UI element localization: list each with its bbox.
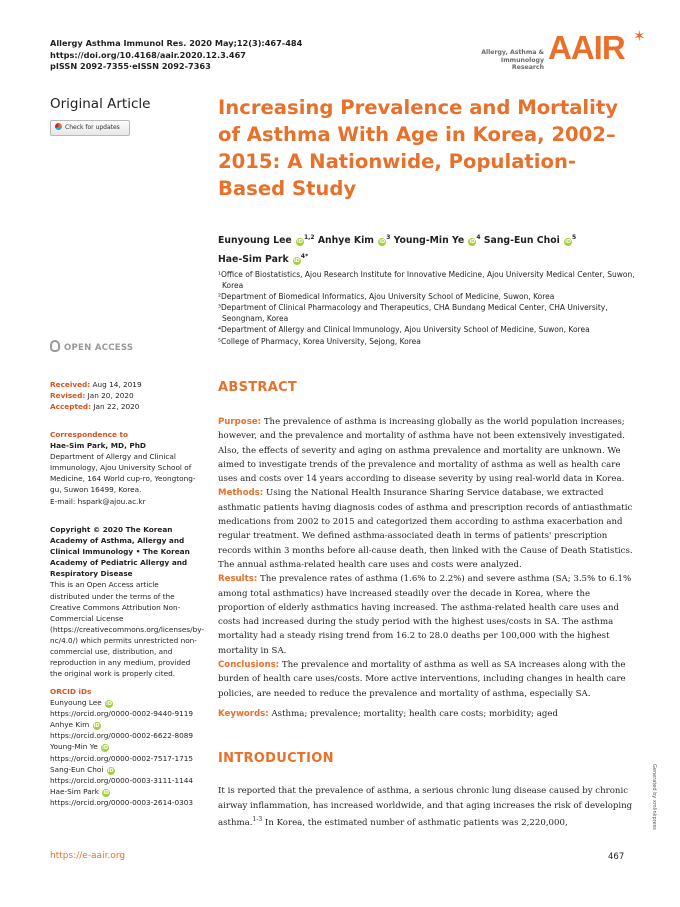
author-affil-sup: 5 — [572, 234, 577, 241]
issn: pISSN 2092-7355·eISSN 2092-7363 — [50, 61, 211, 71]
orcid-link[interactable]: https://orcid.org/0000-0003-3111-1144 — [50, 775, 194, 785]
keywords — [218, 707, 638, 721]
accepted-date — [50, 401, 200, 412]
introduction-body — [218, 784, 638, 831]
orcid-author: Eunyoung Lee — [50, 698, 102, 708]
author-name: Sang-Eun Choi — [483, 235, 560, 247]
orcid-icon: iD — [107, 767, 114, 774]
journal-citation: Allergy Asthma Immunol Res. 2020 May;12(3):467-484 — [50, 38, 303, 48]
copyright — [50, 524, 205, 679]
author-affil-sup: 4* — [300, 252, 309, 260]
received-value: Aug 14, 2019 — [92, 380, 142, 389]
affiliation: ⁴Department of Allergy and Clinical Immunology, Ajou University School of Medicine, Suwon, Korea — [218, 325, 590, 335]
correspondence-name: Hae-Sim Park, MD, PhD — [50, 441, 146, 451]
accepted-label: Accepted: — [50, 402, 92, 412]
revised-value: Jan 20, 2020 — [87, 391, 134, 401]
abstract-methods — [218, 486, 638, 572]
author-list — [218, 230, 638, 267]
journal-url[interactable]: https://e-aair.org — [50, 851, 126, 861]
author-name: Young-Min Ye — [393, 235, 465, 247]
license-text: This is an Open Access article distributed under the terms of the Creative Commons Attribution Non-Commercial License (https://creativecommons.org/licenses/by-nc/4.0/) which permits unrestricted non-commercial use, distribution, and reproduction in any medium, provided the original work is properly cited. — [50, 580, 205, 679]
article-dates — [50, 379, 200, 412]
orcid-name — [50, 719, 200, 730]
orcid-icon[interactable]: iD — [565, 239, 571, 246]
journal-logo — [476, 27, 651, 73]
author[interactable] — [218, 235, 315, 246]
methods-label: Methods: — [218, 488, 264, 499]
abstract-purpose — [218, 415, 638, 486]
introduction-heading: INTRODUCTION — [218, 751, 334, 766]
keywords-label: Keywords: — [218, 709, 269, 719]
affiliation: ¹Office of Biostatistics, Ajou Research Institute for Innovative Medicine, Ajou University Medical Center, Suwon, Korea — [218, 270, 635, 291]
purpose-text: The prevalence of asthma is increasing globally as the world population increases; however, and the prevalence and mortality of asthma have not been extensively investigated. Also, the effects of severity and aging on asthma prevalence and mortality are unknown. We aimed to investigate trends of the prevalence and mortality of asthma as well as health care uses and costs over 14 years according to disease severity by using real-world data in Korea. — [218, 417, 625, 485]
results-text: The prevalence rates of asthma (1.6% to 2.2%) and severe asthma (SA; 3.5% to 6.1% among total asthmatics) have increased steadily over the decade in Korea, where the proportion of elderly asthmatics having increased. The asthma-related health care uses and costs had increased during the study period with the highest uses/costs in SA. The asthma mortality had a steady rising trend from 16.2 to 28.0 deaths per 100,000 with the highest mortality in SA. — [218, 574, 632, 656]
results-label: Results: — [218, 574, 258, 585]
doi-link[interactable]: https://doi.org/10.4168/aair.2020.12.3.467 — [50, 49, 246, 60]
author-affil-sup: 1,2 — [303, 234, 315, 241]
orcid-icon[interactable]: iD — [469, 239, 476, 246]
author[interactable] — [318, 235, 391, 246]
author-affil-sup: 3 — [386, 234, 391, 241]
logo-subtitle — [476, 49, 544, 72]
abstract-body — [218, 415, 638, 701]
logo-subtitle-line1: Allergy, Asthma & — [481, 49, 544, 56]
check-for-updates-button[interactable] — [50, 120, 130, 136]
conclusions-label: Conclusions: — [218, 660, 280, 671]
author-name: Eunyoung Lee — [218, 235, 292, 247]
orcid-link[interactable]: https://orcid.org/0000-0003-2614-0303 — [50, 797, 194, 807]
affiliation: ⁵College of Pharmacy, Korea University, Sejong, Korea — [218, 336, 421, 346]
orcid-icon: iD — [93, 723, 100, 730]
orcid-icon: iD — [106, 701, 113, 708]
journal-header — [50, 38, 302, 73]
author-affil-sup: 4 — [476, 234, 481, 241]
author-name: Hae-Sim Park — [218, 253, 289, 265]
orcid-author: Anhye Kim — [50, 720, 90, 730]
revised-label: Revised: — [50, 391, 86, 401]
orcid-icon: iD — [102, 745, 108, 752]
orcid-name — [50, 741, 200, 752]
star-icon: ✶ — [633, 27, 646, 45]
orcid-link[interactable]: https://orcid.org/0000-0002-9440-9119 — [50, 709, 194, 719]
orcid-link[interactable]: https://orcid.org/0000-0002-7517-1715 — [50, 753, 194, 763]
article-title: Increasing Prevalence and Mortality of Asthma With Age in Korea, 2002–2015: A Nationwide, Population-Based Study — [218, 96, 618, 200]
orcid-name — [50, 786, 200, 797]
open-access-badge — [50, 340, 133, 353]
generator-text: Generated by xmlinkpress — [651, 764, 657, 830]
author[interactable] — [394, 235, 481, 246]
logo-wordmark: AAIR — [548, 29, 625, 66]
crossmark-icon — [55, 123, 62, 130]
author[interactable] — [484, 235, 576, 246]
article-type: Original Article — [50, 96, 151, 112]
purpose-label: Purpose: — [218, 417, 262, 427]
intro-text-cont: In Korea, the estimated number of asthmatic patients was 2,220,000, — [262, 818, 568, 829]
abstract-results — [218, 572, 638, 658]
received-label: Received: — [50, 380, 91, 389]
received-date — [50, 379, 200, 390]
abstract-conclusions — [218, 658, 638, 701]
orcid-name — [50, 764, 200, 775]
author[interactable] — [218, 254, 308, 265]
copyright-statement: Copyright © 2020 The Korean Academy of Asthma, Allergy and Clinical Immunology • The Korean Academy of Pediatric Allergy and Respiratory Disease — [50, 525, 190, 579]
orcid-author: Hae-Sim Park — [50, 786, 99, 796]
orcid-link[interactable]: https://orcid.org/0000-0002-6622-8089 — [50, 731, 194, 741]
open-access-label: OPEN ACCESS — [64, 343, 134, 353]
orcid-author: Young-Min Ye — [50, 742, 98, 752]
orcid-icon: iD — [103, 789, 110, 796]
accepted-value: Jan 22, 2020 — [93, 402, 140, 412]
methods-text: Using the National Health Insurance Sharing Service database, we extracted asthmatic patients having diagnosis codes of asthma and prescription records of antiasthmatic medications from 2002 to 2015 and categorized them according to asthma exacerbation and regular treatment. We defined asthma-associated death in terms of patients' prescription records within 3 months before all-cause death, then linked with the Cause of Death Statistics. The annual asthma-related health care uses and costs were analyzed. — [218, 488, 633, 570]
affiliation: ²Department of Biomedical Informatics, Ajou University School of Medicine, Suwon, Korea — [218, 292, 555, 302]
open-lock-icon — [50, 340, 60, 352]
abstract-heading: ABSTRACT — [218, 380, 298, 395]
orcid-icon[interactable]: iD — [293, 257, 300, 264]
orcid-author: Sang-Eun Choi — [50, 764, 104, 774]
correspondence-address: Department of Allergy and Clinical Immunology, Ajou University School of Medicine, 164 World cup-ro, Yeongtong-gu, Suwon 16499, Korea. — [50, 452, 196, 495]
generator-mark — [645, 764, 659, 844]
orcid-heading: ORCID iDs — [50, 687, 92, 696]
page-number: 467 — [608, 852, 625, 862]
revised-date — [50, 390, 200, 401]
keywords-text: Asthma; prevalence; mortality; health care costs; morbidity; aged — [271, 709, 559, 719]
citation-ref[interactable]: 1-3 — [252, 816, 263, 824]
orcid-list — [50, 686, 200, 808]
orcid-icon[interactable]: iD — [297, 239, 303, 246]
author-name: Anhye Kim — [317, 235, 374, 247]
correspondence — [50, 429, 200, 507]
intro-text: It is reported that the prevalence of asthma, a serious chronic lung disease caused by chronic airway inflammation, has increased worldwide, and that aging increases the risk of developing asthma. — [218, 786, 633, 829]
orcid-icon[interactable]: iD — [379, 239, 386, 246]
conclusions-text: The prevalence and mortality of asthma as well as SA increases along with the burden of health care uses/costs. More active interventions, including changes in health care policies, are needed to reduce the prevalence and mortality of asthma, especially SA. — [218, 660, 626, 699]
correspondence-heading: Correspondence to — [50, 430, 128, 439]
orcid-name — [50, 697, 200, 708]
check-for-updates-label: Check for updates — [65, 124, 120, 131]
affiliations — [218, 269, 638, 347]
logo-subtitle-line2: Immunology Research — [500, 56, 544, 71]
correspondence-email[interactable]: E-mail: hspark@ajou.ac.kr — [50, 496, 146, 506]
affiliation: ³Department of Clinical Pharmacology and Therapeutics, CHA Bundang Medical Center, CHA University, Seongnam, Korea — [218, 303, 608, 324]
